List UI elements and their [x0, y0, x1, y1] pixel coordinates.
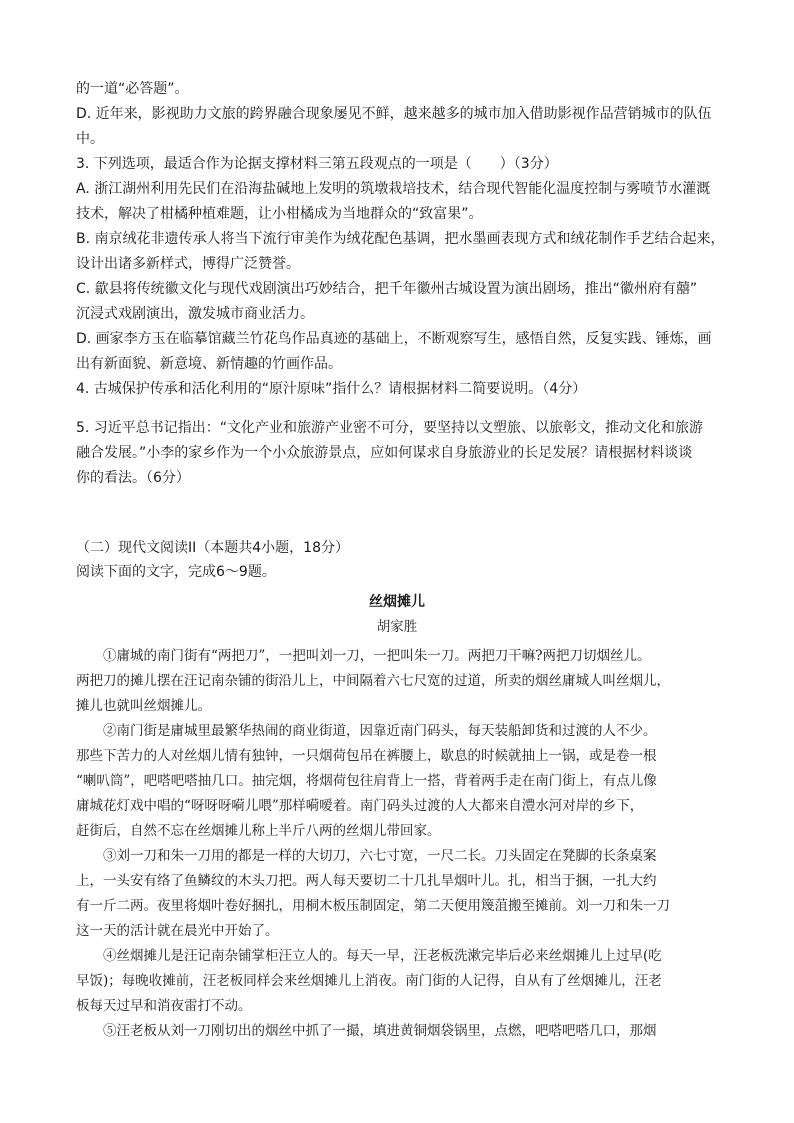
- story-line: 有一斤二两。夜里将烟叶卷好捆扎，用桐木板压制固定，第二天便用篾菹搬至摊前。刘一刀和朱一刀: [76, 898, 670, 914]
- story-line: 上，一头安有络了鱼鳞纹的木头刀把。两人每天要切二十几扎旱烟叶儿。扎，相当于捆，一扎大约: [76, 873, 657, 889]
- option-a: A. 浙江湖州利用先民们在沿海盐碱地上发明的筑墩栽培技术，结合现代智能化温度控制与雾喷节水灌溉: [76, 181, 711, 197]
- reading-instruction: 阅读下面的文字，完成6～9题。: [76, 564, 276, 580]
- story-line: 两把刀的摊儿摆在汪记南杂铺的街沿儿上，中间隔着六七尺宽的过道，所卖的烟丝庸城人叫丝烟儿，: [76, 673, 670, 689]
- text-line: 技术，解决了柑橘种植难题，让小柑橘成为当地群众的“致富果”。: [76, 206, 483, 222]
- text-line: 出有新面貌、新意境、新情趣的竹画作品。: [76, 356, 342, 372]
- option-c: C. 歙县将传统徽文化与现代戏剧演出巧妙结合，把千年徽州古城设置为演出剧场，推出“徽州府有囍”: [76, 281, 698, 297]
- story-line: ③刘一刀和朱一刀用的都是一样的大切刀，六七寸宽，一尺二长。刀头固定在凳脚的长条桌案: [76, 848, 657, 864]
- text-line: D. 近年来，影视助力文旅的跨界融合现象屡见不鲜，越来越多的城市加入借助影视作品营销城市的队伍: [76, 106, 712, 122]
- story-line: 摊儿也就叫丝烟摊儿。: [76, 698, 211, 714]
- story-line: ⑤汪老板从刘一刀刚切出的烟丝中抓了一撮，填进黄铜烟袋锅里，点燃，吧嗒吧嗒几口，那烟: [76, 1023, 657, 1039]
- text-line: 的一道“必答题”。: [76, 81, 189, 97]
- story-line: 赶街后，自然不忘在丝烟摊儿称上半斤八两的丝烟儿带回家。: [76, 823, 441, 839]
- story-line: 这一天的活计就在晨光中开始了。: [76, 923, 279, 939]
- story-line: 庸城花灯戏中唱的“呀呀呀嗬儿喂”那样嗬嗳着。南门码头过渡的人大都来自澧水河对岸的乡下，: [76, 798, 644, 814]
- option-d: D. 画家李方玉在临摹馆藏兰竹花鸟作品真迹的基础上，不断观察写生，感悟自然，反复实践、锤炼，画: [76, 331, 712, 347]
- story-line: ①庸城的南门街有“两把刀”，一把叫刘一刀，一把叫朱一刀。两把刀干嘛?两把刀切烟丝儿。: [76, 648, 651, 664]
- text-line: 沉浸式戏剧演出，激发城市商业活力。: [76, 306, 314, 322]
- option-b: B. 南京绒花非遗传承人将当下流行审美作为绒花配色基调，把水墨画表现方式和绒花制作手艺结合起来，: [76, 231, 725, 247]
- text-line: 你的看法。（6分）: [76, 470, 190, 486]
- story-line: ④丝烟摊儿是汪记南杂铺掌柜汪立人的。每天一早，汪老板洗漱完毕后必来丝烟摊儿上过早(吃: [76, 948, 662, 964]
- story-title: 丝烟摊儿: [369, 594, 425, 610]
- section-heading: （二）现代文阅读II（本题共4小题，18分）: [76, 540, 349, 556]
- story-line: 板每天过早和消夜雷打不动。: [76, 998, 252, 1014]
- text-line: 设计出诸多新样式，博得广泛赞誉。: [76, 256, 300, 272]
- story-line: “喇叭筒”，吧嗒吧嗒抽几口。抽完烟，将烟荷包往肩背上一搭，背着两手走在南门街上，有点儿像: [76, 773, 657, 789]
- story-line: ②南门街是庸城里最繁华热闹的商业街道，因靠近南门码头，每天装船卸货和过渡的人不少。: [76, 723, 657, 739]
- story-author: 胡家胜: [376, 619, 418, 635]
- story-line: 早饭)；每晚收摊前，汪老板同样会来丝烟摊儿上消夜。南门街的人记得，自从有了丝烟摊儿，汪老: [76, 973, 662, 989]
- story-line: 那些下苦力的人对丝烟儿情有独钟，一只烟荷包吊在裤腰上，歇息的时候就抽上一锅，或是卷一根: [76, 748, 657, 764]
- question-3: 3. 下列选项，最适合作为论据支撑材料三第五段观点的一项是（ ）（3分）: [76, 156, 558, 172]
- text-line: 中。: [76, 131, 104, 147]
- question-4: 4. 古城保护传承和活化利用的“原汁原味”指什么？请根据材料二简要说明。（4分）: [76, 381, 587, 397]
- question-5: 5. 习近平总书记指出：“文化产业和旅游产业密不可分，要坚持以文塑旅、以旅彰文，推动文化和旅游: [76, 420, 704, 436]
- text-line: 融合发展。”小李的家乡作为一个小众旅游景点，应如何谋求自身旅游业的长足发展？请根据材料谈谈: [76, 445, 693, 461]
